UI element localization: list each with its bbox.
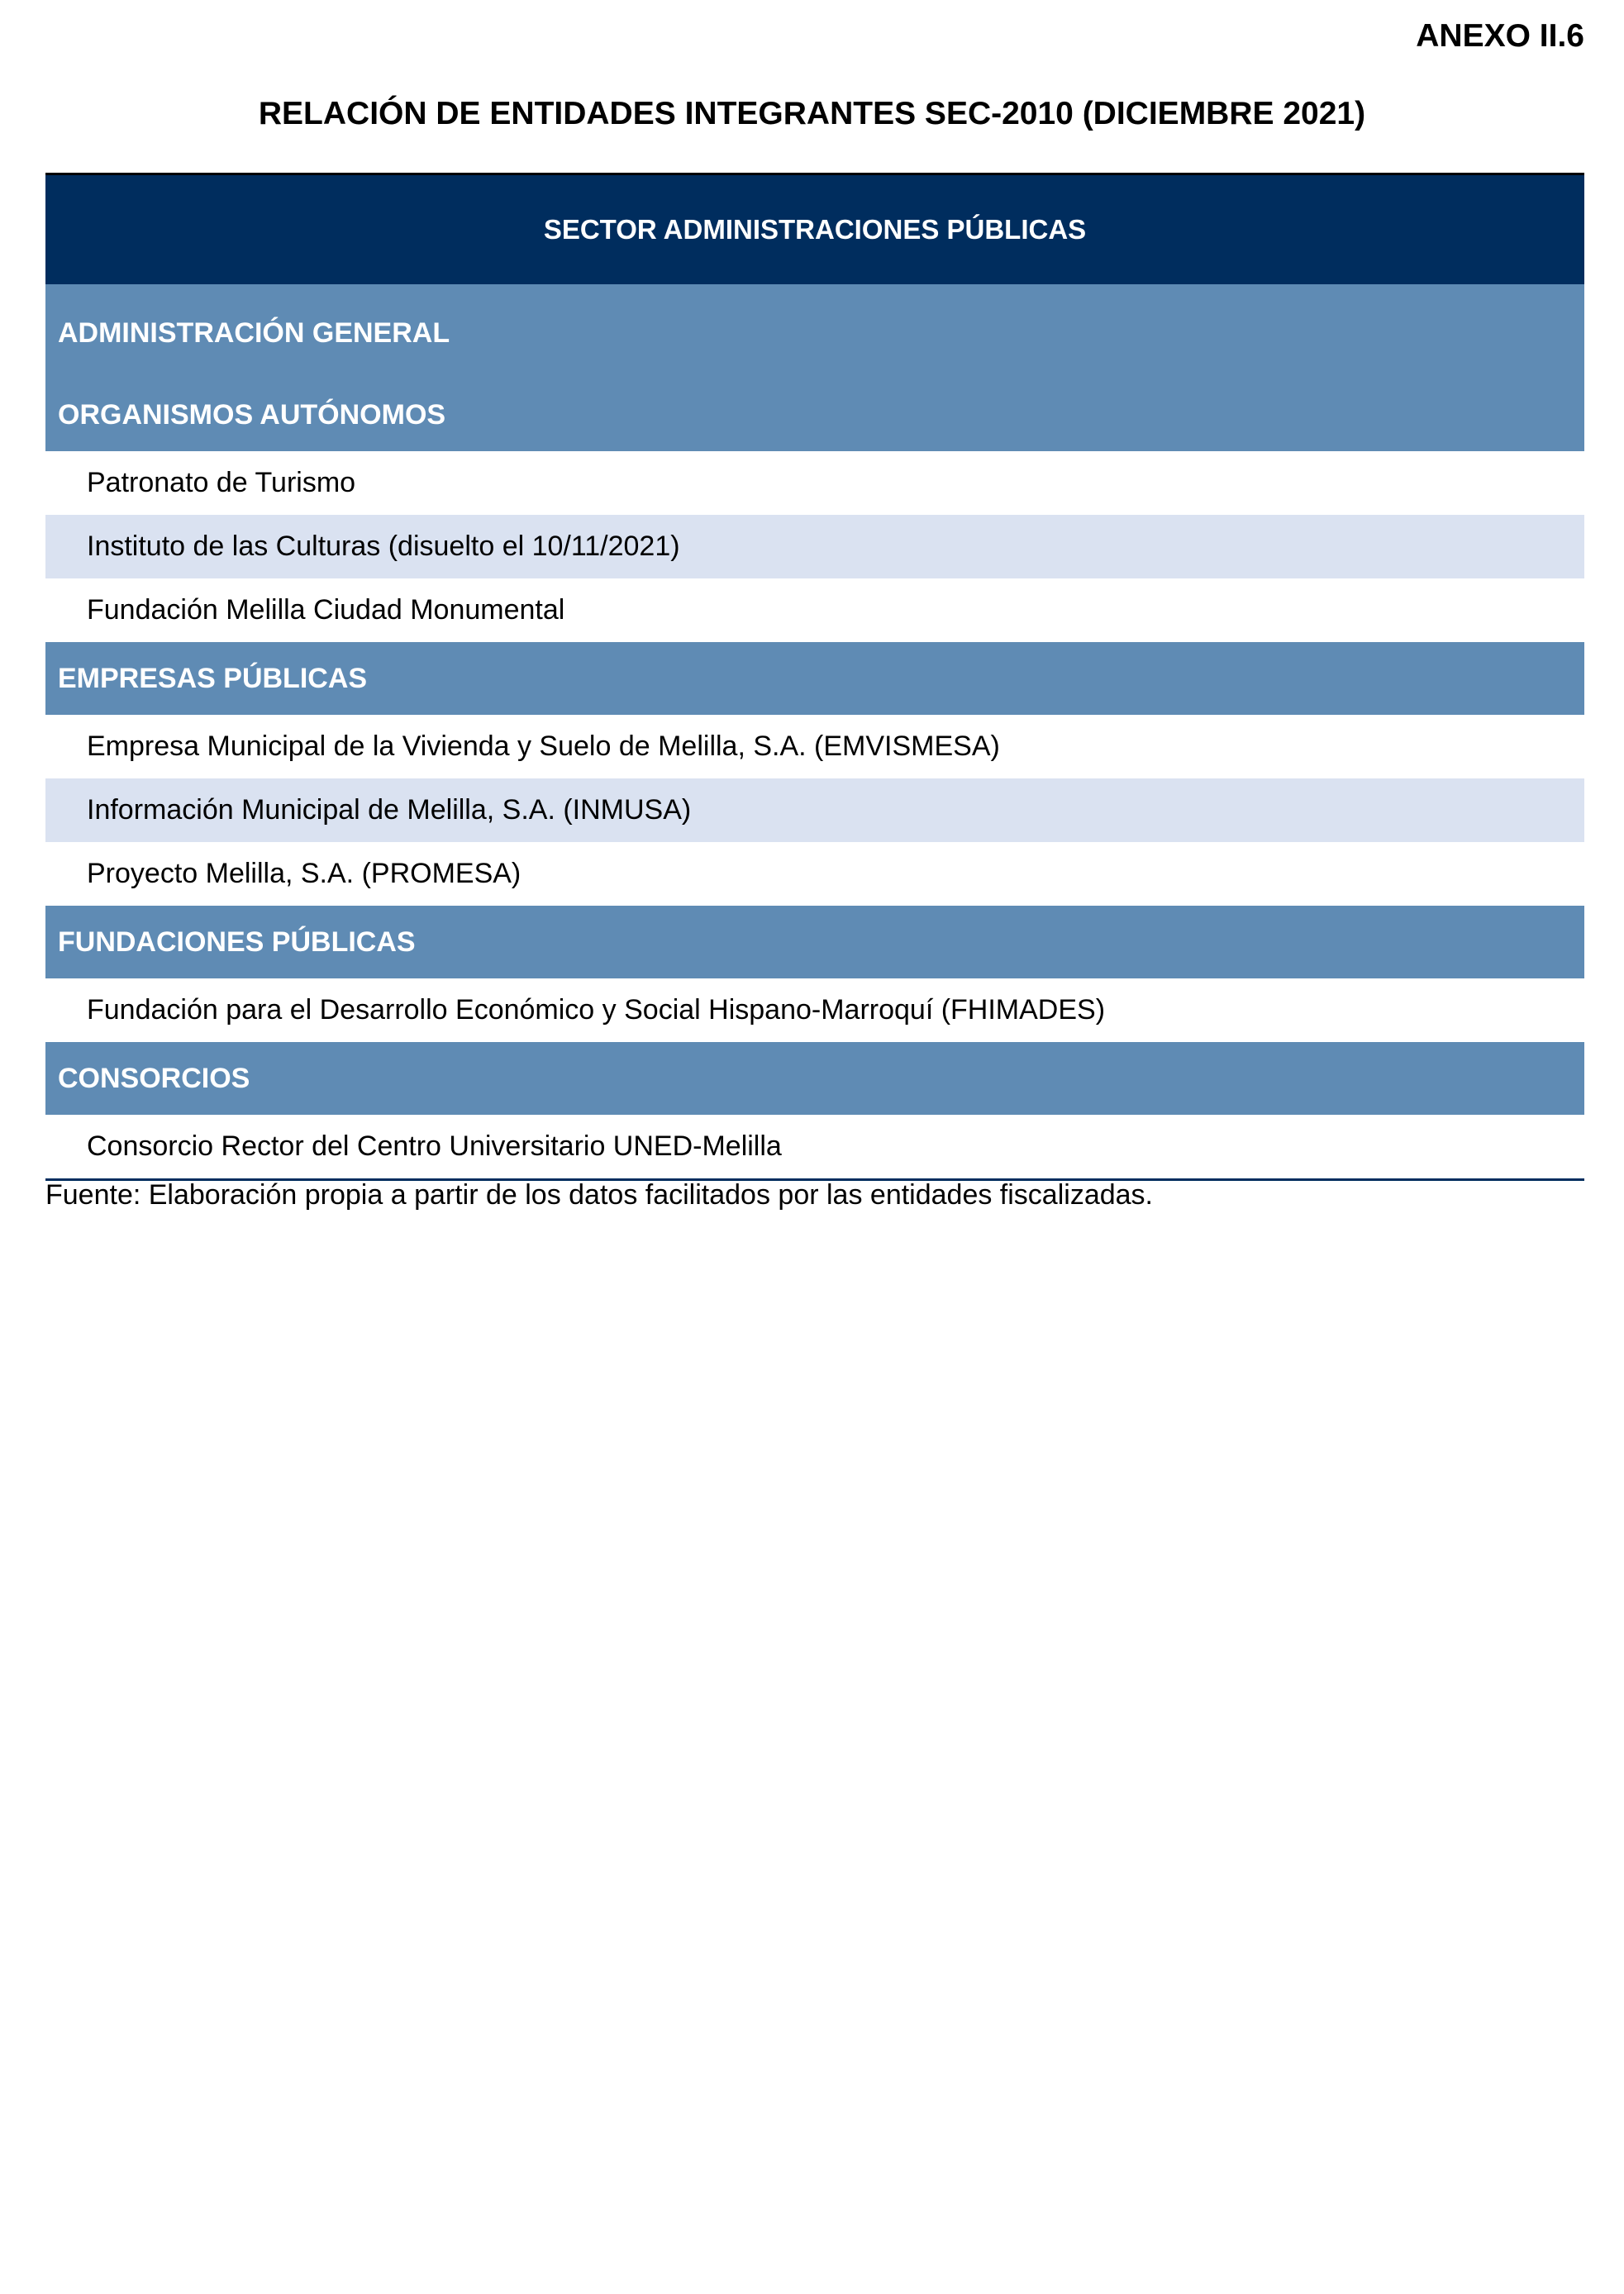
table-row: Instituto de las Culturas (disuelto el 10/11/2021) — [45, 515, 1584, 578]
table-row: Empresa Municipal de la Vivienda y Suelo de Melilla, S.A. (EMVISMESA) — [45, 715, 1584, 778]
table-row: Patronato de Turismo — [45, 451, 1584, 515]
table-row: Proyecto Melilla, S.A. (PROMESA) — [45, 842, 1584, 906]
section-header-fundaciones: FUNDACIONES PÚBLICAS — [45, 906, 1584, 978]
annex-label: ANEXO II.6 — [1416, 18, 1584, 54]
sector-header: SECTOR ADMINISTRACIONES PÚBLICAS — [45, 175, 1584, 284]
table-row: Consorcio Rector del Centro Universitario UNED-Melilla — [45, 1115, 1584, 1178]
section-header-admin-general: ADMINISTRACIÓN GENERAL — [45, 284, 1584, 378]
section-header-organismos: ORGANISMOS AUTÓNOMOS — [45, 378, 1584, 451]
entity-table — [45, 173, 1584, 1181]
table-row: Fundación Melilla Ciudad Monumental — [45, 578, 1584, 642]
table-row: Fundación para el Desarrollo Económico y Social Hispano-Marroquí (FHIMADES) — [45, 978, 1584, 1042]
source-note: Fuente: Elaboración propia a partir de los datos facilitados por las entidades fiscalizadas. — [45, 1179, 1153, 1211]
table-row: Información Municipal de Melilla, S.A. (INMUSA) — [45, 778, 1584, 842]
section-header-empresas: EMPRESAS PÚBLICAS — [45, 642, 1584, 715]
section-header-consorcios: CONSORCIOS — [45, 1042, 1584, 1115]
document-title: RELACIÓN DE ENTIDADES INTEGRANTES SEC-2010 (DICIEMBRE 2021) — [258, 96, 1366, 131]
